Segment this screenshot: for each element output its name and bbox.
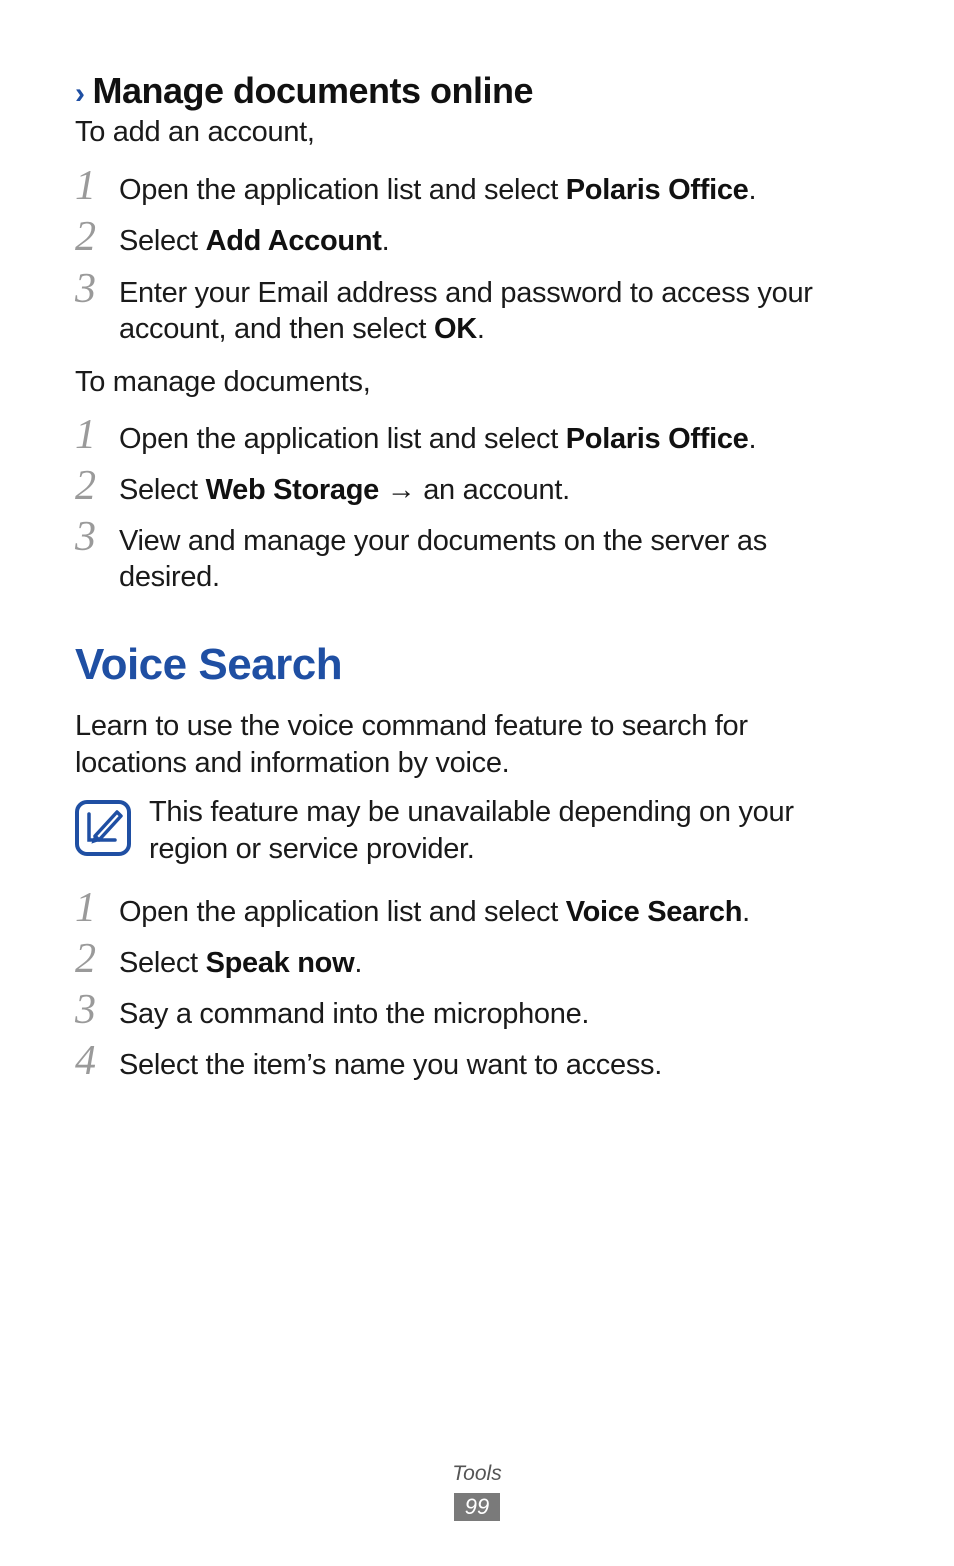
subsection-heading-text: Manage documents online [92, 70, 534, 111]
step-number: 3 [75, 514, 96, 560]
step-text: Open the application list and select Polaris Office. [119, 423, 757, 455]
step-number: 3 [75, 987, 96, 1033]
step-text: Say a command into the microphone. [119, 998, 590, 1030]
step-number: 2 [75, 936, 96, 982]
page-number-badge: 99 [454, 1493, 500, 1521]
step-text: Enter your Email address and password to access your account, and then select OK. [119, 277, 813, 345]
voice-search-intro: Learn to use the voice command feature to search for locations and information by voice. [75, 710, 748, 779]
step-text: Select the item’s name you want to access. [119, 1049, 662, 1081]
add-account-intro: To add an account, [75, 116, 315, 148]
step-number: 1 [75, 412, 96, 458]
subsection-heading [75, 70, 533, 112]
step-number: 4 [75, 1038, 96, 1084]
note-text: This feature may be unavailable depending on your region or service provider. [149, 796, 794, 865]
footer-section-label: Tools [452, 1462, 502, 1485]
step-number: 1 [75, 885, 96, 931]
section-title: Voice Search [75, 640, 343, 689]
step-text: View and manage your documents on the server as desired. [119, 525, 767, 593]
note-pencil-icon [75, 800, 131, 856]
manage-documents-intro: To manage documents, [75, 366, 371, 398]
document-page [75, 0, 875, 1566]
step-number: 3 [75, 266, 96, 312]
step-text: Select Add Account. [119, 225, 390, 257]
step-text: Open the application list and select Voice Search. [119, 896, 750, 928]
step-text: Open the application list and select Polaris Office. [119, 174, 757, 206]
step-text: Select Speak now. [119, 947, 363, 979]
step-number: 1 [75, 163, 96, 209]
step-number: 2 [75, 463, 96, 509]
chevron-right-icon: › [75, 77, 85, 110]
step-text: Select Web Storage → an account. [119, 474, 570, 506]
step-number: 2 [75, 214, 96, 260]
